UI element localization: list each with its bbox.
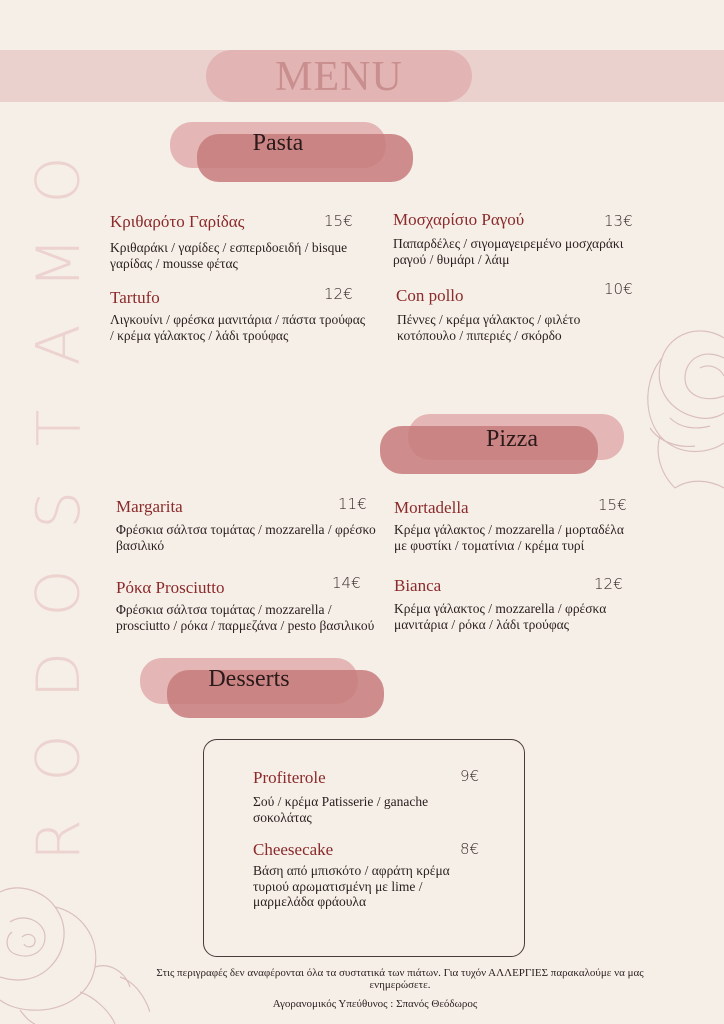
menu-item-price: 8€ xyxy=(460,840,480,858)
menu-item-price: 14€ xyxy=(332,574,361,592)
menu-item-name: Profiterole xyxy=(253,768,326,787)
brand-letter: R xyxy=(23,819,94,861)
menu-item-desc: Παπαρδέλες / σιγομαγειρεμένο μοσχαράκι ραγού / θυμάρι / λάιμ xyxy=(393,236,624,267)
menu-item-price: 15€ xyxy=(598,496,627,514)
menu-item-desc: Κριθαράκι / γαρίδες / εσπεριδοειδή / bisque γαρίδας / mousse φέτας xyxy=(110,240,348,271)
menu-item-desc: Βάση από μπισκότο / αφράτη κρέμα τυριού αρωματισμένη με lime / μαρμελάδα φράουλα xyxy=(253,863,450,909)
menu-title: MENU xyxy=(275,54,403,100)
rose-outline-icon xyxy=(0,882,150,1024)
menu-item-name: Con pollo xyxy=(396,286,464,305)
brand-letter: S xyxy=(24,490,94,530)
menu-item-desc: Φρέσκια σάλτσα τομάτας / mozzarella / prosciutto / ρόκα / παρμεζάνα / pesto βασιλικού xyxy=(116,602,375,633)
menu-item-name: Bianca xyxy=(394,576,442,595)
menu-item-name: Tartufo xyxy=(110,288,160,307)
brand-letter: D xyxy=(23,651,94,699)
menu-item-desc: Κρέμα γάλακτος / mozzarella / φρέσκα μανιτάρια / ρόκα / λάδι τρούφας xyxy=(394,601,607,632)
rose-outline-icon xyxy=(640,318,724,498)
menu-item-name: Ρόκα Prosciutto xyxy=(116,578,225,597)
menu-item-desc: Πέννες / κρέμα γάλακτος / φιλέτο κοτόπουλο / πιπεριές / σκόρδο xyxy=(397,312,581,343)
menu-item-desc: Φρέσκια σάλτσα τομάτας / mozzarella / φρέσκο βασιλικό xyxy=(116,522,376,553)
menu-item-desc: Σού / κρέμα Patisserie / ganache σοκολάτας xyxy=(253,794,429,825)
menu-item-name: Μοσχαρίσιο Ραγού xyxy=(393,210,525,229)
menu-item-price: 15€ xyxy=(324,212,353,230)
section-title-pizza: Pizza xyxy=(486,426,538,452)
menu-item-price: 9€ xyxy=(460,767,480,785)
allergy-note: Στις περιγραφές δεν αναφέρονται όλα τα συστατικά των πιάτων. Για τυχόν ΑΛΛΕΡΓΙΕΣ παρακαλούμε να μας ενημερώσετε. xyxy=(156,967,644,991)
brand-letter: O xyxy=(23,568,94,617)
responsible-person: Αγορανομικός Υπεύθυνος : Σπανός Θεόδωρος xyxy=(272,998,478,1010)
brand-letter: O xyxy=(23,733,94,782)
menu-item-desc: Λιγκουίνι / φρέσκα μανιτάρια / πάστα τρούφας / κρέμα γάλακτος / λάδι τρούφας xyxy=(110,312,366,343)
section-title-pasta: Pasta xyxy=(252,130,304,156)
menu-item-desc: Κρέμα γάλακτος / mozzarella / μορταδέλα με φυστίκι / τοματίνια / κρέμα τυρί xyxy=(394,522,624,553)
menu-item-name: Cheesecake xyxy=(253,840,334,859)
menu-item-name: Mortadella xyxy=(394,498,469,517)
menu-item-price: 13€ xyxy=(604,212,633,230)
brand-letter: A xyxy=(23,324,94,366)
brand-letter: M xyxy=(24,236,94,289)
menu-item-name: Margarita xyxy=(116,497,183,516)
brand-letter: O xyxy=(23,156,94,204)
menu-item-price: 10€ xyxy=(604,280,633,298)
menu-item-price: 11€ xyxy=(338,495,367,513)
menu-item-price: 12€ xyxy=(594,575,623,593)
section-title-desserts: Desserts xyxy=(208,666,290,692)
vertical-brand-name xyxy=(23,150,94,870)
menu-item-name: Κριθαρότο Γαρίδας xyxy=(110,212,245,231)
brand-letter: T xyxy=(24,409,94,446)
menu-item-price: 12€ xyxy=(324,285,353,303)
